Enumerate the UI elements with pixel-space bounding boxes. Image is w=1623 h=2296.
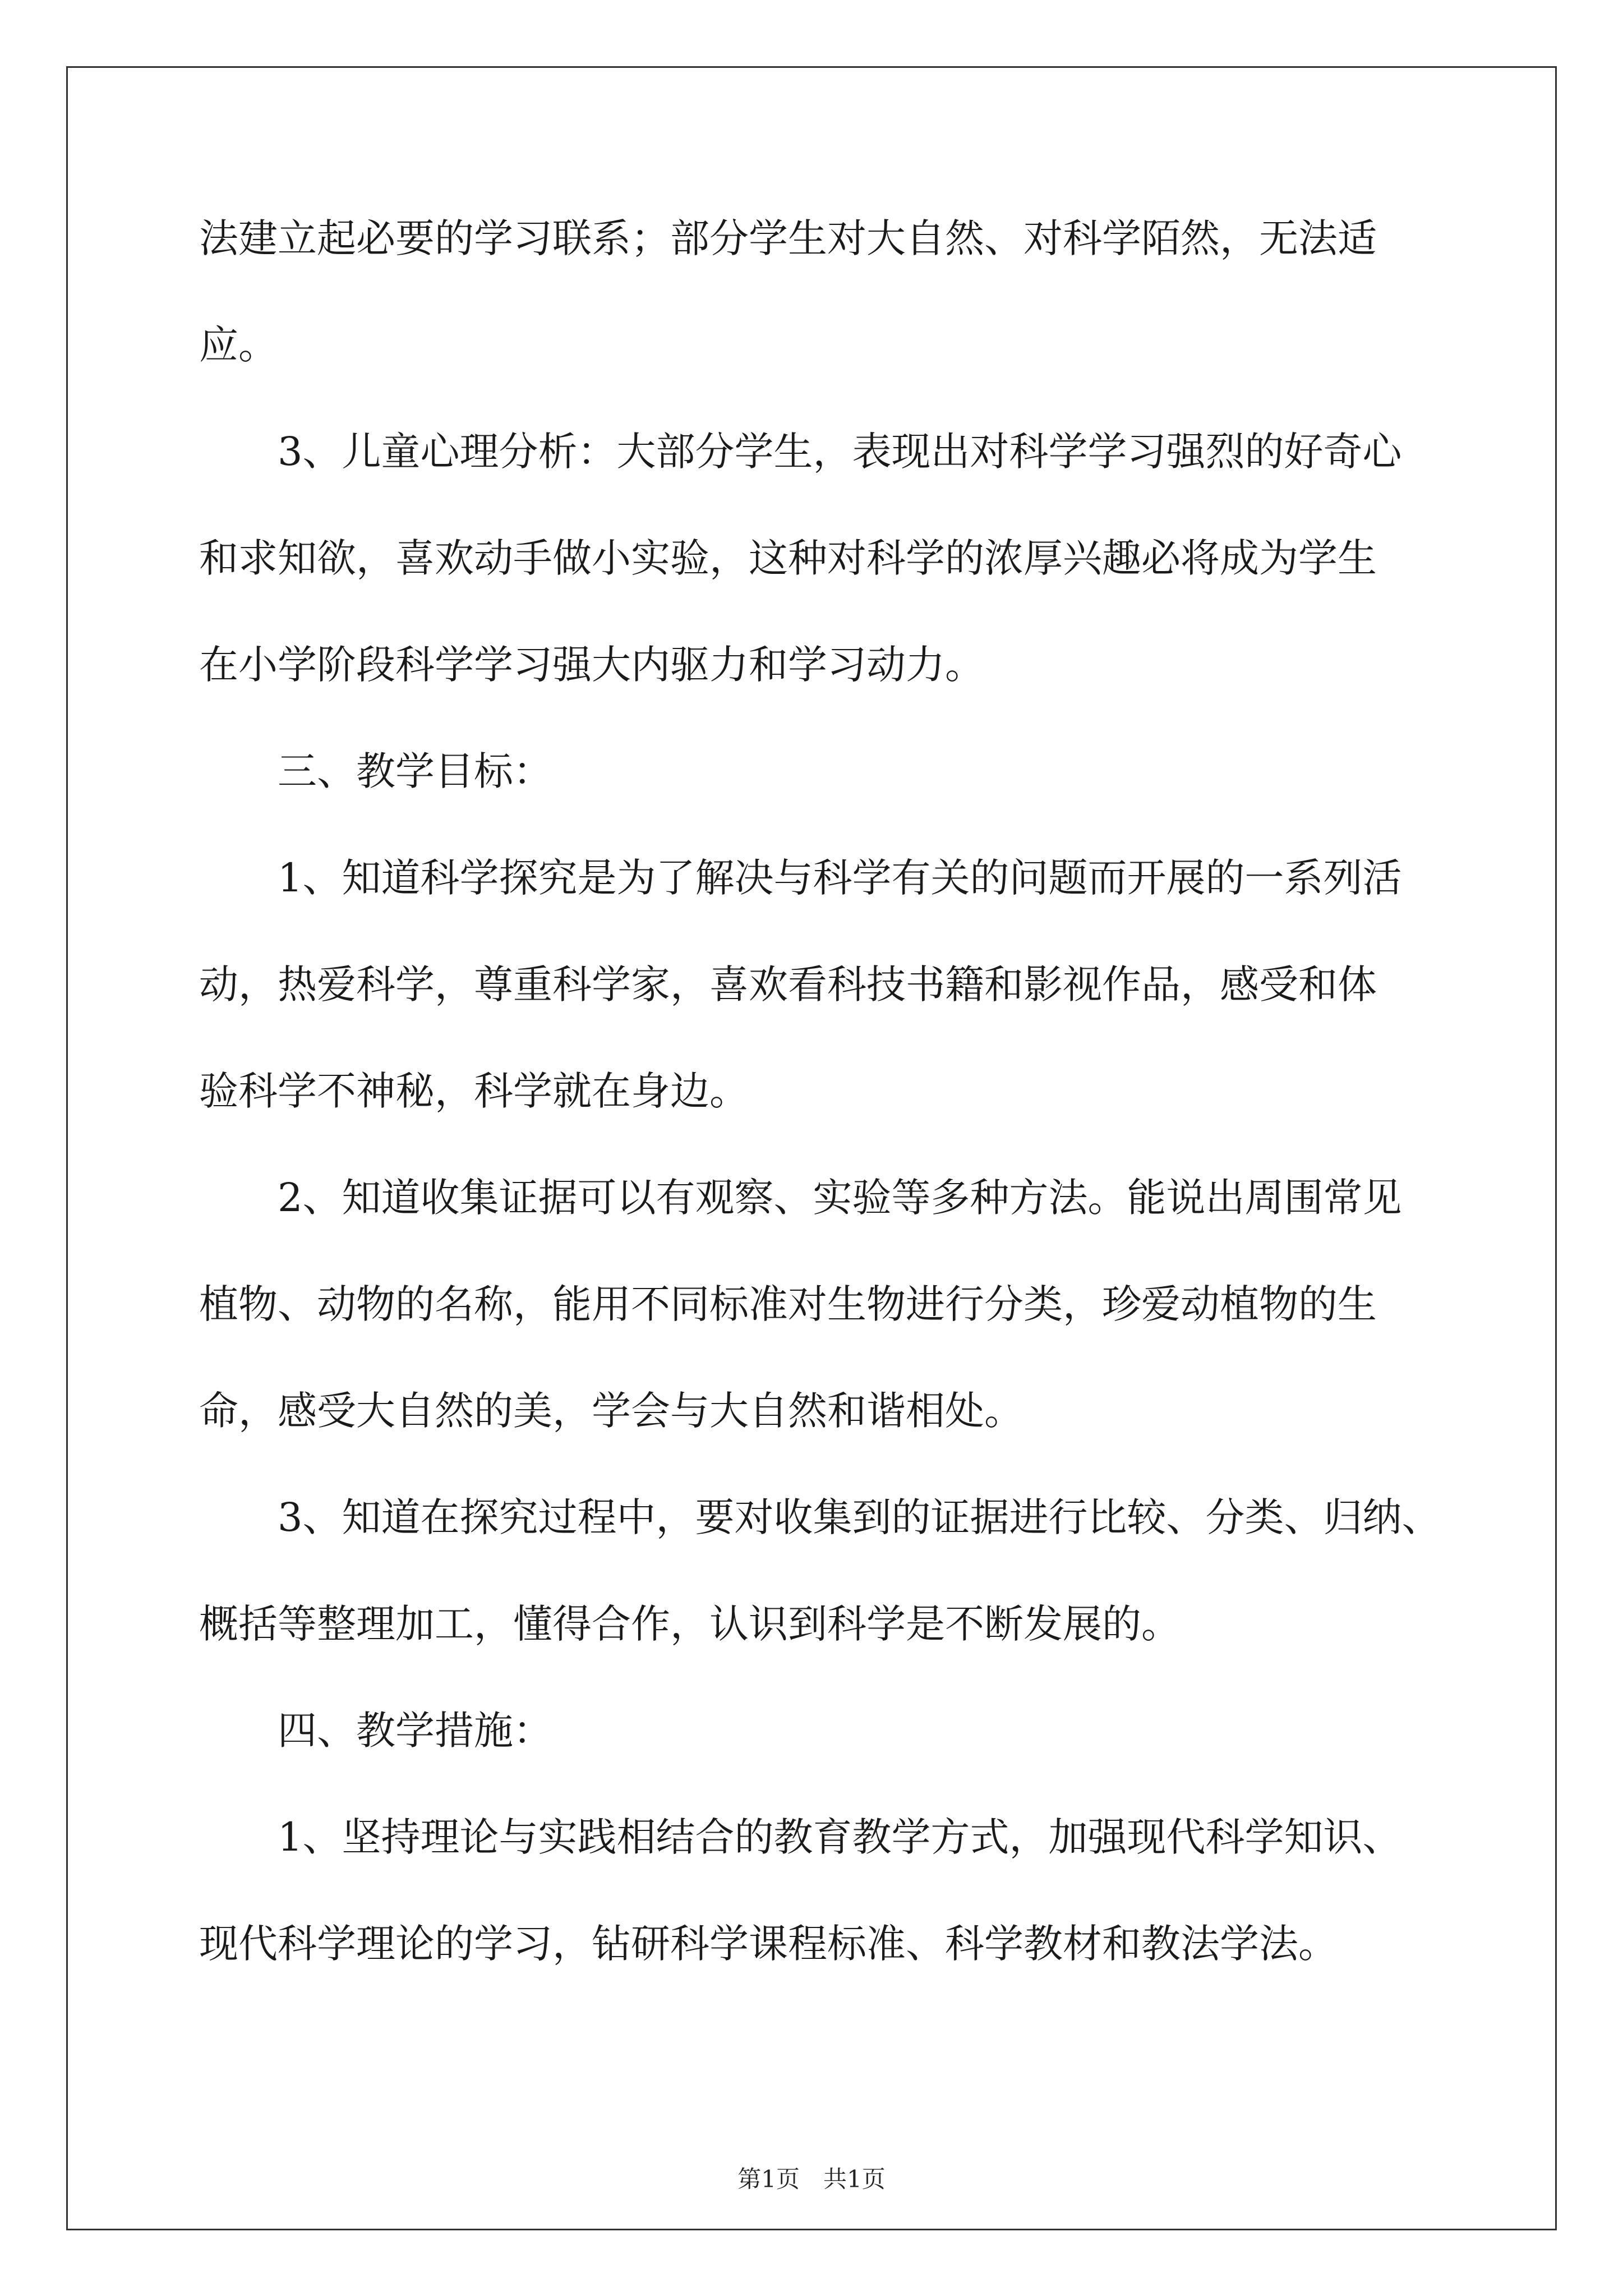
- text-line: 法建立起必要的学习联系；部分学生对大自然、对科学陌然，无法适: [199, 215, 1377, 261]
- text-line: 应。: [199, 322, 278, 368]
- text-line: 2、知道收集证据可以有观察、实验等多种方法。能说出周围常见: [199, 1175, 1402, 1221]
- text-line: 动，热爱科学，尊重科学家，喜欢看科技书籍和影视作品，感受和体: [199, 961, 1377, 1007]
- text-line: 3、儿童心理分析：大部分学生，表现出对科学学习强烈的好奇心: [199, 429, 1402, 475]
- text-line: 命，感受大自然的美，学会与大自然和谐相处。: [199, 1388, 1023, 1434]
- text-line: 验科学不神秘，科学就在身边。: [199, 1068, 749, 1114]
- page-footer: 第1页 共1页: [737, 2165, 886, 2193]
- text-line: 1、知道科学探究是为了解决与科学有关的问题而开展的一系列活: [199, 855, 1402, 901]
- text-line: 和求知欲，喜欢动手做小实验，这种对科学的浓厚兴趣必将成为学生: [199, 535, 1377, 581]
- section-heading: 四、教学措施：: [199, 1708, 552, 1754]
- page-border: [66, 66, 1557, 2230]
- text-line: 在小学阶段科学学习强大内驱力和学习动力。: [199, 642, 984, 688]
- text-line: 概括等整理加工，懂得合作，认识到科学是不断发展的。: [199, 1601, 1181, 1647]
- text-line: 3、知道在探究过程中，要对收集到的证据进行比较、分类、归纳、: [199, 1494, 1441, 1540]
- text-line: 1、坚持理论与实践相结合的教育教学方式，加强现代科学知识、: [199, 1814, 1402, 1860]
- text-line: 现代科学理论的学习，钻研科学课程标准、科学教材和教法学法。: [199, 1921, 1338, 1967]
- text-line: 植物、动物的名称，能用不同标准对生物进行分类，珍爱动植物的生: [199, 1281, 1377, 1327]
- section-heading: 三、教学目标：: [199, 748, 552, 794]
